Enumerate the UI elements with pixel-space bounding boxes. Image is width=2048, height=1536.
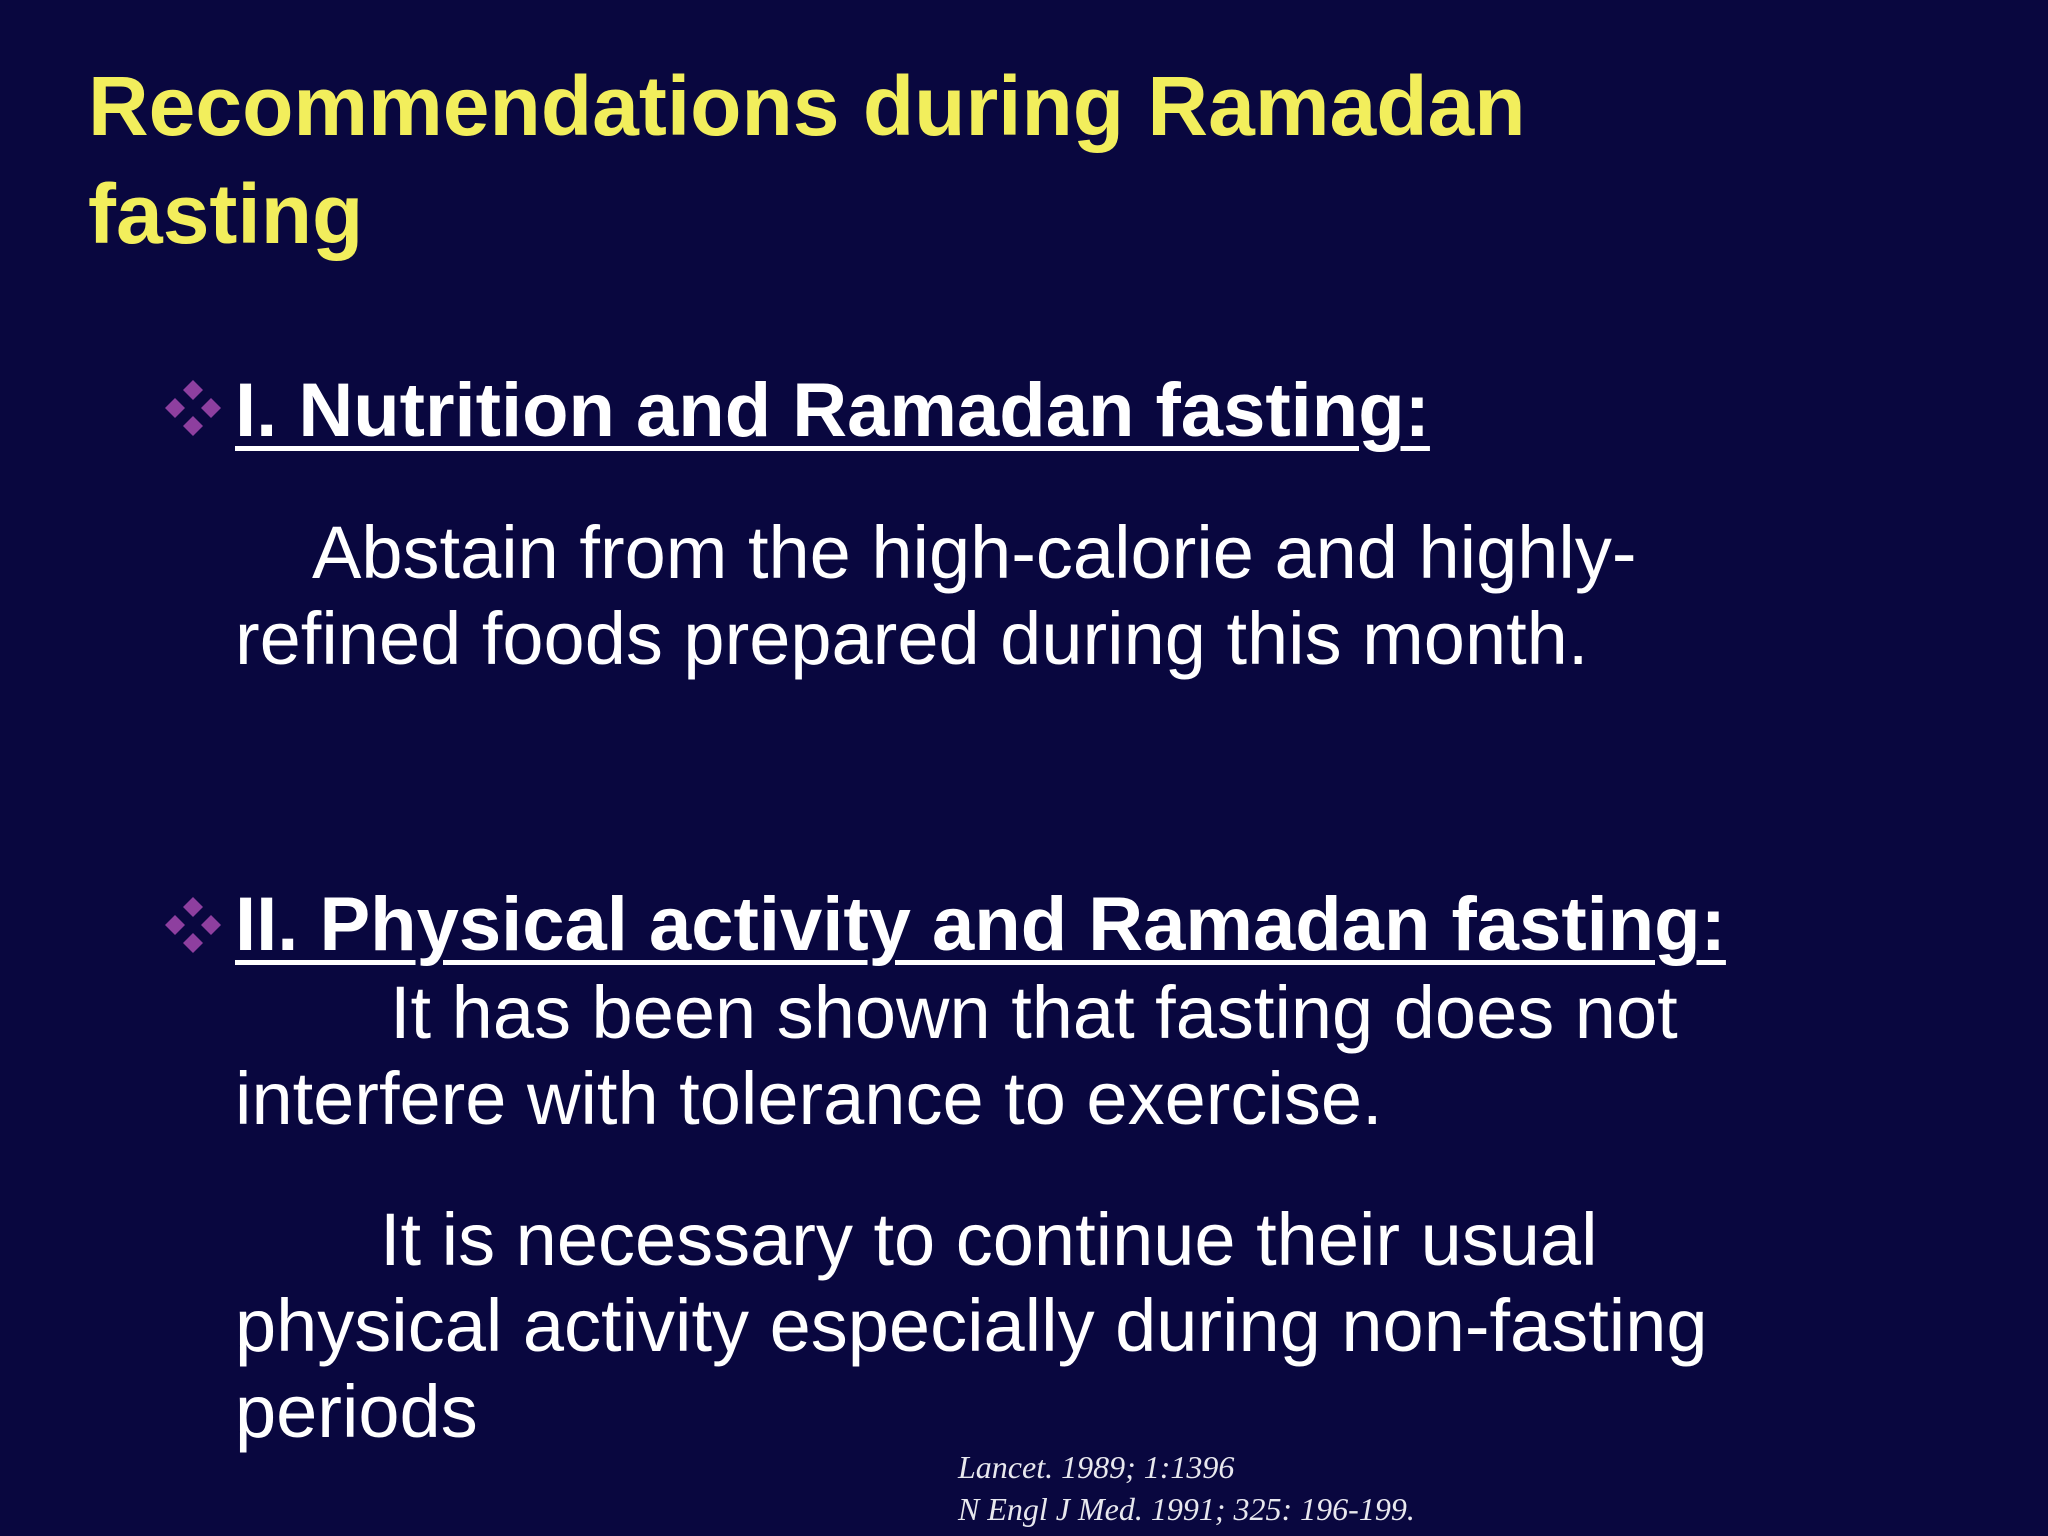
reference-2: N Engl J Med. 1991; 325: 196-199. (958, 1491, 1415, 1527)
section-2-paragraph-1-line-1: It has been shown that fasting does not (390, 971, 1678, 1054)
section-2-paragraph-1-line-2: interfere with tolerance to exercise. (235, 1057, 1383, 1140)
section-2-heading: II. Physical activity and Ramadan fasting: (235, 882, 1726, 967)
section-2-paragraph-2-line-3: periods (235, 1370, 478, 1453)
section-1-heading: I. Nutrition and Ramadan fasting: (235, 368, 1430, 453)
slide-title-line-1: Recommendations during Ramadan (88, 59, 1526, 153)
section-2-paragraph-2-line-1: It is necessary to continue their usual (380, 1198, 1598, 1281)
reference-1: Lancet. 1989; 1:1396 (958, 1449, 1235, 1485)
four-diamond-bullet-icon (163, 895, 223, 955)
section-1-paragraph-line-2: refined foods prepared during this month. (235, 597, 1589, 680)
section-2-paragraph-2-line-2: physical activity especially during non-fasting (235, 1284, 1708, 1367)
section-1-paragraph-line-1: Abstain from the high-calorie and highly- (312, 511, 1637, 594)
slide-title-line-2: fasting (88, 167, 364, 261)
slide-title (88, 52, 1888, 268)
four-diamond-bullet-icon (163, 378, 223, 438)
